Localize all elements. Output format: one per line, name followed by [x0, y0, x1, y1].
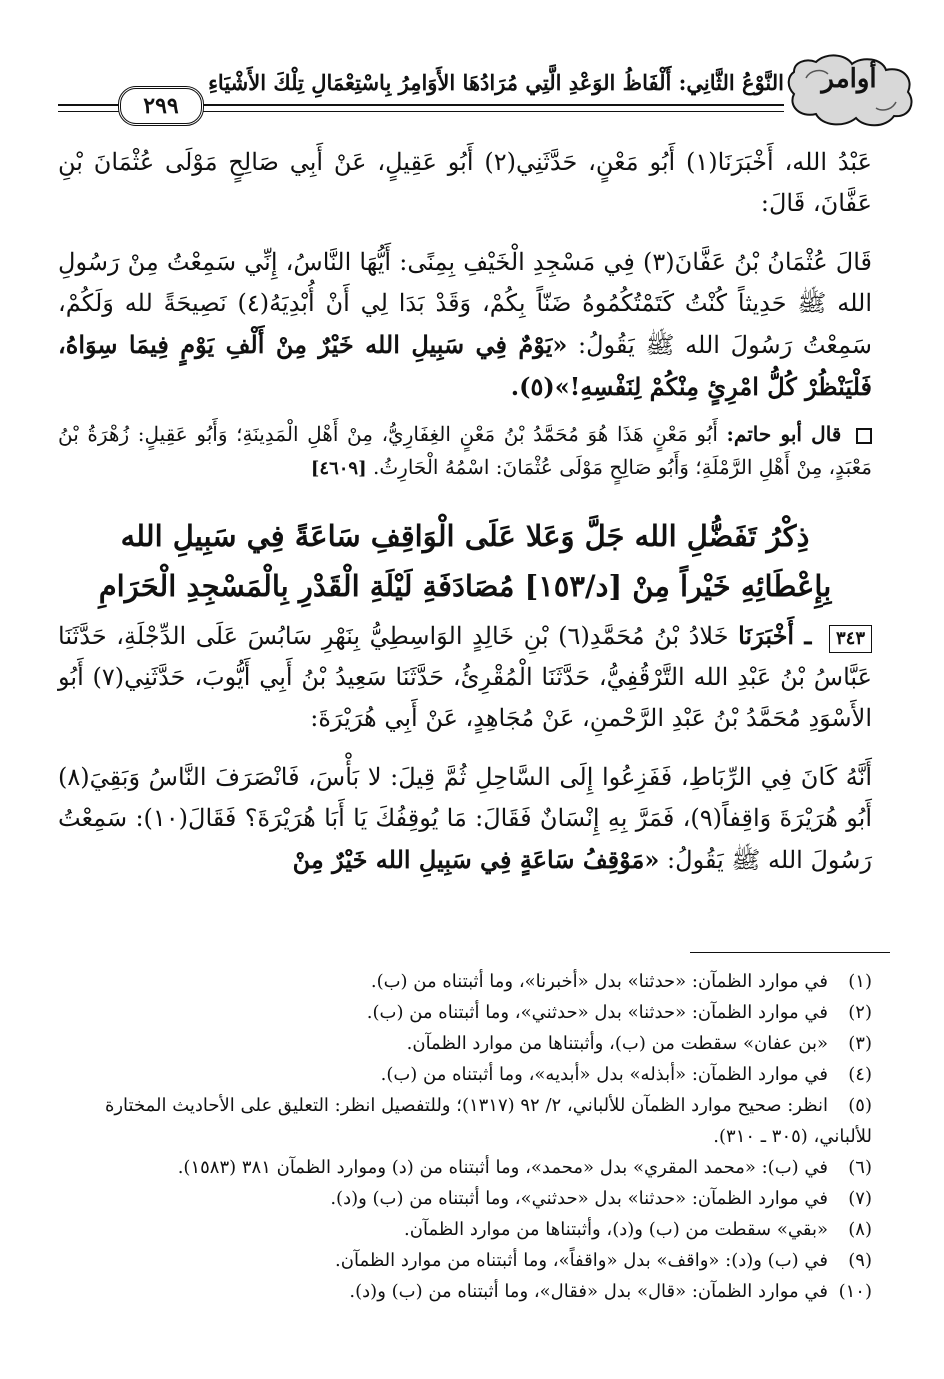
chapter-heading: [58, 511, 872, 611]
chapter-heading-line-2: بِإِعْطَائِهِ خَيْراً مِنْ [د/١٥٣] مُصَادَفَةِ لَيْلَةِ الْقَدْرِ بِالْمَسْجِدِ الْحَرَامِ: [98, 569, 832, 603]
footnote: [58, 1276, 872, 1307]
page-number-badge: ٢٩٩: [118, 86, 204, 126]
footnotes: [58, 966, 872, 1307]
footnote-text: «بن عفان» سقطت من (ب)، وأثبتناها من موارد الظمآن.: [406, 1033, 828, 1054]
footnote: [58, 1059, 872, 1090]
hadith-lead: ـ أَخْبَرَنَا: [738, 621, 812, 650]
paragraph-hadith-343: [58, 615, 872, 739]
running-header-title: النَّوْعُ الثَّانِي: أَلْفَاظُ الوَعْدِ الَّتِي مُرَادُهَا الأَوَامِرُ بِاسْتِعْمَالِ تِلْكَ الأَشْيَاءِ: [208, 70, 784, 95]
footnote-number: (٢): [848, 1002, 872, 1023]
paragraph-hadith: [58, 242, 872, 408]
hadith-number: ٣٤٣: [829, 625, 872, 653]
footnote-number: (١): [848, 971, 872, 992]
footnote-separator: [690, 952, 890, 953]
footnote-number: (٥): [848, 1095, 872, 1116]
footnote-text: في موارد الظمآن: «أبذله» بدل «أبديه»، وما أثبتناه من (ب).: [380, 1064, 828, 1085]
footnote-number: (٤): [848, 1064, 872, 1085]
main-text: [58, 142, 872, 881]
footnote-number: (٩): [848, 1250, 872, 1271]
footnote-number: (١٠): [838, 1281, 872, 1302]
comment-text: أَبُو مَعْنٍ هَذَا هُوَ مُحَمَّدُ بْنُ مَعْنٍ الغِفَارِيُّ، مِنْ أَهْلِ الْمَدِينَةِ؛ وَأَبُو عَقِيلٍ: زُهْرَةُ بْنُ مَعْبَدٍ، مِنْ أَهْلِ الرَّمْلَةِ؛ وَأَبُو صَالِحٍ مَوْلَى عُثْمَانَ: اسْمُهُ الْحَارِثُ.: [58, 422, 872, 479]
footnote-number: (٣): [848, 1033, 872, 1054]
footnote: [58, 1245, 872, 1276]
emblem-label: أوامر: [821, 64, 877, 94]
scholar-comment: [58, 418, 872, 485]
chapter-heading-line-1: ذِكْرُ تَفَضُّلِ الله جَلَّ وَعَلا عَلَى الْوَاقِفِ سَاعَةً فِي سَبِيلِ الله: [120, 519, 810, 553]
footnote-text: في موارد الظمآن: «حدثنا» بدل «حدثني»، وما أثبتناه من (ب) و(د).: [330, 1188, 828, 1209]
footnote: [58, 997, 872, 1028]
hadith-quote: «يَوْمٌ فِي سَبِيلِ الله خَيْرٌ مِنْ أَلْفِ يَوْمٍ فِيمَا سِوَاهُ، فَلْيَنْظُرْ كُلُّ امْرِئٍ مِنْكُمْ لِنَفْسِهِ!»(٥).: [58, 330, 872, 401]
footnote: [58, 1183, 872, 1214]
footnote: [58, 1090, 872, 1152]
footnote-text: في موارد الظمآن: «حدثنا» بدل «أخبرنا»، وما أثبتناه من (ب).: [370, 971, 828, 992]
footnote-number: (٨): [848, 1219, 872, 1240]
footnote-text: في (ب) و(د): «واقف» بدل «واقفاً»، وما أثبتناه من موارد الظمآن.: [335, 1250, 828, 1271]
matn-quote: «مَوْقِفُ سَاعَةٍ فِي سَبِيلِ الله خَيْرٌ مِنْ: [292, 845, 660, 874]
footnote: [58, 1214, 872, 1245]
footnote-text: في (ب): «محمد المقري» بدل «محمد»، وما أثبتناه من (د) وموارد الظمآن ٣٨١ (١٥٨٣).: [177, 1157, 828, 1178]
hadith-narration: قَالَ عُثْمَانُ بْنُ عَفَّانَ(٣) فِي مَسْجِدِ الْخَيْفِ بِمِنًى: أَيُّهَا النَّاسُ، إِنِّي سَمِعْتُ مِنْ رَسُولِ الله ﷺ حَدِيثاً كُنْتُ كَتَمْتُكُمُوهُ ضَنّاً بِكُمْ، وَقَدْ بَدَا لِي أَنْ أُبْدِيَهُ(٤) نَصِيحَةً لله وَلَكُمْ، سَمِعْتُ رَسُولَ الله ﷺ يَقُولُ:: [58, 248, 872, 359]
footnote-text: انظر: صحيح موارد الظمآن للألباني، ٢/ ٩٢ (١٣١٧)؛ وللتفصيل انظر: التعليق على الأحاديث المختارة للألباني، (٣٠٥ ـ ٣١٠).: [104, 1095, 872, 1147]
matn-narration: أَنَّهُ كَانَ فِي الرِّبَاطِ، فَفَزِعُوا إِلَى السَّاحِلِ ثُمَّ قِيلَ: لا بَأْسَ، فَانْصَرَفَ النَّاسُ وَبَقِيَ(٨) أَبُو هُرَيْرَةَ وَاقِفاً(٩)، فَمَرَّ بِهِ إِنْسَانٌ فَقَالَ: مَا يُوقِفُكَ يَا أَبَا هُرَيْرَةَ؟ فَقَالَ(١٠): سَمِعْتُ رَسُولَ الله ﷺ يَقُولُ:: [58, 763, 872, 874]
footnote: [58, 1028, 872, 1059]
footnote: [58, 966, 872, 997]
footnote-text: «بقي» سقطت من (ب) و(د)، وأثبتناها من موارد الظمآن.: [404, 1219, 828, 1240]
comment-label: قال أبو حاتم:: [726, 422, 842, 446]
footnote-text: في موارد الظمآن: «حدثنا» بدل «حدثني»، وما أثبتناه من (ب).: [366, 1002, 828, 1023]
hadith-reference: [٤٦٠٩]: [310, 458, 367, 479]
footnote-number: (٦): [848, 1157, 872, 1178]
footnote-text: في موارد الظمآن: «قال» بدل «فقال»، وما أثبتناه من (ب) و(د).: [349, 1281, 828, 1302]
paragraph-hadith-matn: [58, 757, 872, 881]
footnote: [58, 1152, 872, 1183]
square-bullet-icon: [856, 428, 872, 444]
paragraph-isnad: عَبْدُ الله، أَخْبَرَنَا(١) أَبُو مَعْنٍ، حَدَّثَنِي(٢) أَبُو عَقِيلٍ، عَنْ أَبِي صَالِحٍ مَوْلَى عُثْمَانَ بْنِ عَفَّانَ، قَالَ:: [58, 148, 872, 217]
hadith-isnad: خَلادُ بْنُ مُحَمَّدِ(٦) بْنِ خَالِدٍ الوَاسِطِيُّ بِنَهْرِ سَابُسَ عَلَى الدِّجْلَةِ، حَدَّثَنَا عَبَّاسُ بْنُ عَبْدِ الله التَّرْقُفِيُّ، حَدَّثَنَا الْمُقْرِئُ، حَدَّثَنَا سَعِيدُ بْنُ أَبِي أَيُّوبَ، حَدَّثَنِي(٧) أَبُو الأَسْوَدِ مُحَمَّدُ بْنُ عَبْدِ الرَّحْمنِ، عَنْ مُجَاهِدٍ، عَنْ أَبِي هُرَيْرَةَ:: [58, 622, 872, 732]
footnote-number: (٧): [848, 1188, 872, 1209]
